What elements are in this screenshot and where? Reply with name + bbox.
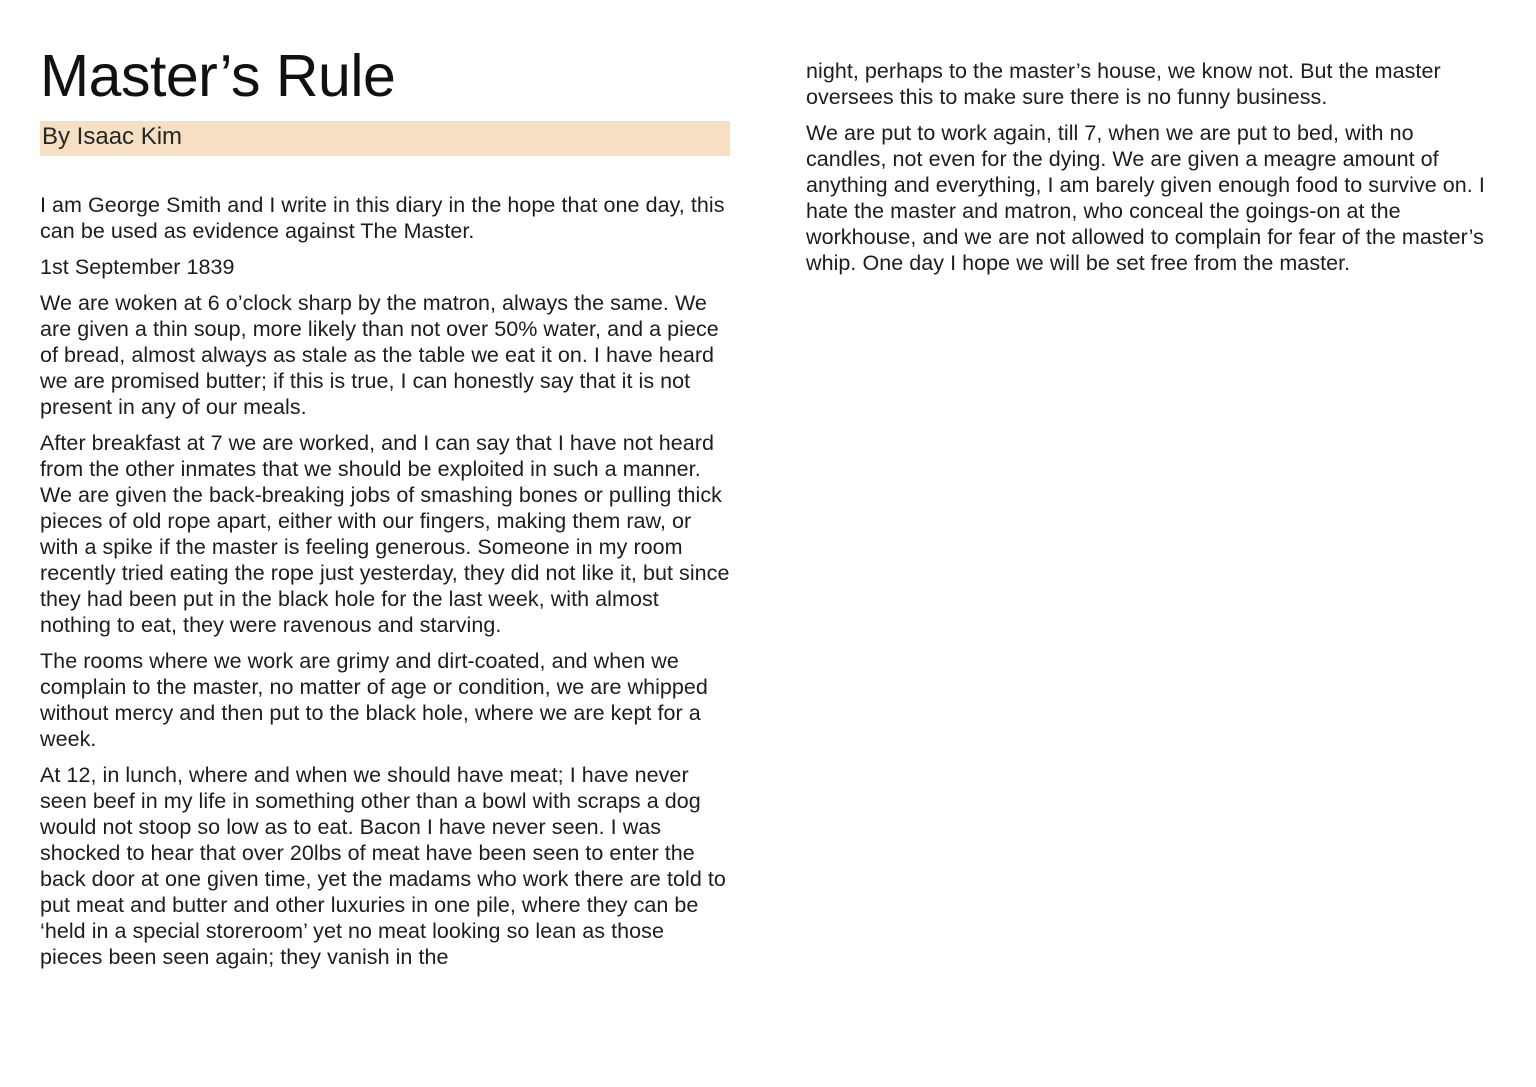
page-title: Master’s Rule	[40, 43, 396, 109]
paragraph-continuation-night: night, perhaps to the master’s house, we know not. But the master oversees this to make sure there is no funny business.	[806, 59, 1441, 109]
paragraph-evening-conclusion: We are put to work again, till 7, when we are put to bed, with no candles, not even for the dying. We are given a meagre amount of anything and everything, I am barely given enough food to survive on. I hate the master and matron, who conceal the goings-on at the workhouse, and we are not allowed to complain for fear of the master’s whip. One day I hope we will be set free from the master.	[806, 121, 1485, 275]
left-column	[40, 0, 730, 970]
paragraph-lunch: At 12, in lunch, where and when we should have meat; I have never seen beef in my life in something other than a bowl with scraps a dog would not stoop so low as to eat. Bacon I have never seen. I was shocked to hear that over 20lbs of meat have been seen to enter the back door at one given time, yet the madams who work there are told to put meat and butter and other luxuries in one pile, where they can be ‘held in a special storeroom’ yet no meat looking so lean as those pieces been seen again; they vanish in the	[40, 763, 726, 970]
paragraph-work-rooms: The rooms where we work are grimy and dirt-coated, and when we complain to the master, no matter of age or condition, we are whipped without mercy and then put to the black hole, where we are kept for a week.	[40, 649, 708, 752]
paragraph-morning-routine: We are woken at 6 o’clock sharp by the matron, always the same. We are given a thin soup, more likely than not over 50% water, and a piece of bread, almost always as stale as the table we eat it on. I have heard we are promised butter; if this is true, I can honestly say that it is not present in any of our meals.	[40, 291, 719, 420]
paragraph-labour: After breakfast at 7 we are worked, and I can say that I have not heard from the other inmates that we should be exploited in such a manner. We are given the back-breaking jobs of smashing bones or pulling thick pieces of old rope apart, either with our fingers, making them raw, or with a spike if the master is feeling generous. Someone in my room recently tried eating the rope just yesterday, they did not like it, but since they had been put in the black hole for the last week, with almost nothing to eat, they were ravenous and starving.	[40, 431, 730, 638]
byline-highlight-band	[40, 121, 730, 156]
byline-author: By Isaac Kim	[42, 123, 183, 151]
two-column-layout	[40, 0, 1496, 1087]
paragraph-date: 1st September 1839	[40, 255, 235, 280]
paragraph-intro: I am George Smith and I write in this diary in the hope that one day, this can be used as evidence against The Master.	[40, 193, 725, 244]
right-column	[806, 0, 1496, 276]
